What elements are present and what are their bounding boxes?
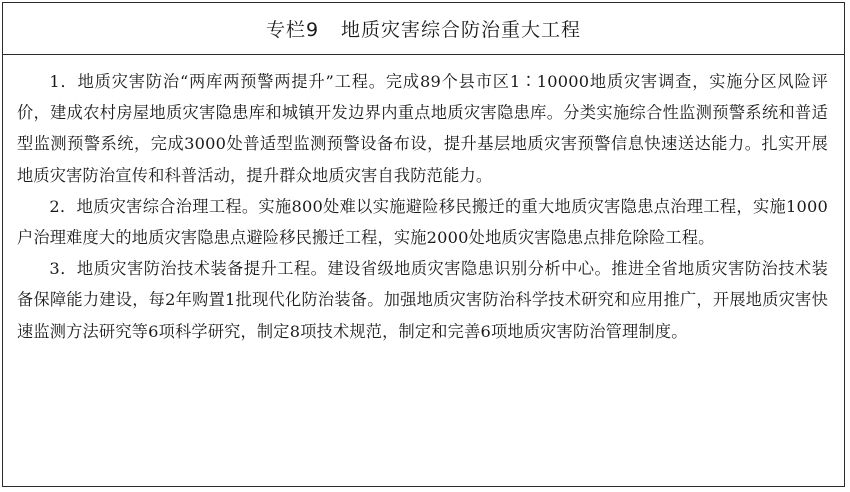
column-heading: 地质灾害综合防治重大工程 [341,19,582,41]
project-item-3: 3．地质灾害防治技术装备提升工程。建设省级地质灾害隐患识别分析中心。推进全省地质灾害防治技术装备保障能力建设，每2年购置1批现代化防治装备。加强地质灾害防治科学技术研究和应用推广，开展地质灾害快速监测方法研究等6项科学研究，制定8项技术规范，制定和完善6项地质灾害防治管理制度。 [17,259,828,341]
project-item-2: 2．地质灾害综合治理工程。实施800处难以实施避险移民搬迁的重大地质灾害隐患点治理工程，实施1000户治理难度大的地质灾害隐患点避险移民搬迁工程，实施2000处地质灾害隐患点排危除险工程。 [17,196,828,248]
column-body [3,55,844,347]
column-label: 专栏9 [265,19,320,41]
column-box [2,2,845,487]
column-header [3,3,844,55]
project-item-1: 1．地质灾害防治“两库两预警两提升”工程。完成89个县市区1∶10000地质灾害调查，实施分区风险评价，建成农村房屋地质灾害隐患库和城镇开发边界内重点地质灾害隐患库。分类实施综合性监测预警系统和普适型监测预警系统，完成3000处普适型监测预警设备布设，提升基层地质灾害预警信息快速送达能力。扎实开展地质灾害防治宣传和科普活动，提升群众地质灾害自我防范能力。 [17,72,828,185]
column-title [266,15,581,42]
